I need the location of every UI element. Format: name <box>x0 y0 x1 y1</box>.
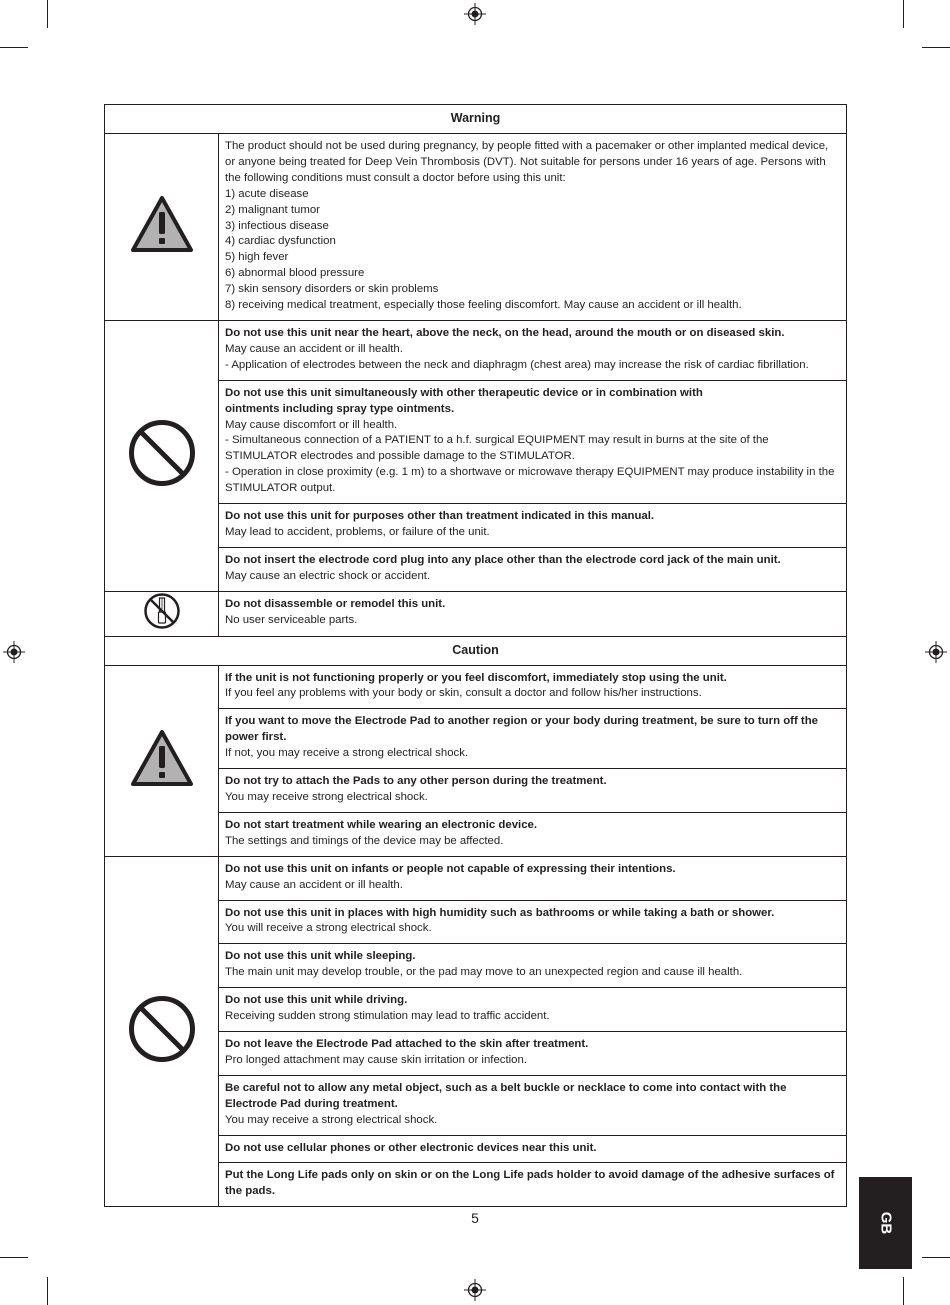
instruction-text: You will receive a strong electrical shock. <box>225 922 432 935</box>
instruction-heading: If you want to move the Electrode Pad to another region or your body during treatment, be sure to turn off the power first. <box>225 715 818 744</box>
instruction-heading: Put the Long Life pads only on skin or on the Long Life pads holder to avoid damage of the adhesive surfaces of the pads. <box>225 1169 835 1198</box>
registration-mark-icon <box>3 641 25 663</box>
instruction-heading: Do not insert the electrode cord plug into any place other than the electrode cord jack of the main unit. <box>225 553 781 566</box>
instruction-text: You may receive a strong electrical shock. <box>225 1113 438 1126</box>
instruction-text: May cause an accident or ill health. <box>225 342 403 355</box>
instruction-text: No user serviceable parts. <box>225 613 358 626</box>
instruction-heading: Do not start treatment while wearing an electronic device. <box>225 818 538 831</box>
instruction-cell <box>219 944 847 988</box>
instruction-text: The settings and timings of the device may be affected. <box>225 834 504 847</box>
instruction-cell <box>219 1075 847 1135</box>
instruction-text: 7) skin sensory disorders or skin problems <box>225 283 439 296</box>
no-disassembly-icon <box>143 592 181 630</box>
icon-cell <box>105 856 219 1207</box>
instruction-cell <box>219 812 847 856</box>
instruction-cell <box>219 134 847 321</box>
instruction-cell <box>219 380 847 503</box>
instruction-cell <box>219 856 847 900</box>
instruction-heading: Do not use cellular phones or other electronic devices near this unit. <box>225 1141 597 1154</box>
instruction-cell <box>219 1031 847 1075</box>
language-tab-label: GB <box>877 1211 894 1235</box>
instruction-cell <box>219 1135 847 1163</box>
instruction-heading: Do not leave the Electrode Pad attached to the skin after treatment. <box>225 1037 589 1050</box>
instruction-cell <box>219 988 847 1032</box>
instruction-text: 4) cardiac dysfunction <box>225 235 336 248</box>
instruction-heading: Do not use this unit simultaneously with other therapeutic device or in combination with <box>225 386 703 399</box>
warning-triangle-icon <box>130 729 194 787</box>
instruction-text: You may receive strong electrical shock. <box>225 791 428 803</box>
instruction-cell <box>219 591 847 636</box>
safety-table-body <box>105 105 847 1207</box>
warning-triangle-icon <box>130 195 194 253</box>
prohibition-icon <box>128 419 196 487</box>
icon-cell <box>105 320 219 591</box>
instruction-text: - Operation in close proximity (e.g. 1 m) to a shortwave or microwave therapy EQUIPMENT may produce instability in the STIMULATOR output. <box>225 466 835 495</box>
instruction-heading: ointments including spray type ointments. <box>225 402 455 415</box>
table-row <box>105 856 847 900</box>
instruction-heading: Do not use this unit while sleeping. <box>225 950 416 963</box>
instruction-heading: Do not use this unit in places with high humidity such as bathrooms or while taking a bath or shower. <box>225 906 775 919</box>
instruction-text: If not, you may receive a strong electrical shock. <box>225 747 469 760</box>
instruction-cell <box>219 547 847 591</box>
icon-cell <box>105 134 219 321</box>
crop-mark <box>903 1277 904 1305</box>
crop-mark <box>0 1257 28 1258</box>
instruction-cell <box>219 665 847 709</box>
instruction-text: May cause an accident or ill health. <box>225 878 403 891</box>
instruction-text: - Simultaneous connection of a PATIENT to a h.f. surgical EQUIPMENT may result in burns at the site of the STIMULATOR electrodes and possible damage to the STIMULATOR. <box>225 434 769 463</box>
instruction-text: Receiving sudden strong stimulation may lead to traffic accident. <box>225 1010 550 1023</box>
instruction-heading: Do not use this unit near the heart, above the neck, on the head, around the mouth or on diseased skin. <box>225 326 785 339</box>
crop-mark <box>0 47 28 48</box>
table-row <box>105 320 847 380</box>
crop-mark <box>47 1277 48 1305</box>
instruction-text: The product should not be used during pregnancy, by people fitted with a pacemaker or other implanted medical device, or anyone being treated for Deep Vein Thrombosis (DVT). Not suitable for persons under 16 years of age. Persons with the following conditions must consult a doctor before using this unit: <box>225 140 829 184</box>
instruction-heading: Do not use this unit for purposes other than treatment indicated in this manual. <box>225 510 655 523</box>
instruction-heading: Do not disassemble or remodel this unit. <box>225 597 446 610</box>
table-row <box>105 591 847 636</box>
registration-mark-icon <box>464 1279 486 1301</box>
safety-table <box>104 104 847 1207</box>
caution-heading: Caution <box>105 636 847 665</box>
table-row <box>105 665 847 709</box>
registration-mark-icon <box>925 641 947 663</box>
instruction-cell <box>219 900 847 944</box>
page-number: 5 <box>471 1210 479 1226</box>
instruction-text: 3) infectious disease <box>225 219 329 232</box>
instruction-cell <box>219 504 847 548</box>
table-row <box>105 134 847 321</box>
instruction-heading: Do not use this unit on infants or people not capable of expressing their intentions. <box>225 862 676 875</box>
instruction-text: - Application of electrodes between the neck and diaphragm (chest area) may increase the risk of cardiac fibrillation. <box>225 358 809 371</box>
instruction-text: 1) acute disease <box>225 187 309 200</box>
crop-mark <box>903 0 904 28</box>
icon-cell <box>105 665 219 856</box>
crop-mark <box>47 0 48 28</box>
instruction-text: May lead to accident, problems, or failure of the unit. <box>225 525 490 538</box>
warning-heading: Warning <box>105 105 847 134</box>
warning-header-row <box>105 105 847 134</box>
instruction-text: May cause an electric shock or accident. <box>225 569 431 582</box>
instruction-text: If you feel any problems with your body or skin, consult a doctor and follow his/her instructions. <box>225 687 702 700</box>
instruction-text: 8) receiving medical treatment, especially those feeling discomfort. May cause an accident or ill health. <box>225 299 742 312</box>
prohibition-icon <box>128 995 196 1063</box>
instruction-cell <box>219 320 847 380</box>
instruction-cell <box>219 709 847 769</box>
instruction-text: May cause discomfort or ill health. <box>225 418 398 431</box>
instruction-cell <box>219 769 847 813</box>
language-tab <box>859 1177 912 1269</box>
instruction-heading: Do not try to attach the Pads to any other person during the treatment. <box>225 775 607 788</box>
instruction-text: 2) malignant tumor <box>225 203 320 216</box>
instruction-text: The main unit may develop trouble, or the pad may move to an unexpected region and cause ill health. <box>225 966 743 979</box>
instruction-text: Pro longed attachment may cause skin irritation or infection. <box>225 1053 528 1066</box>
instruction-text: 5) high fever <box>225 251 289 264</box>
crop-mark <box>922 1257 950 1258</box>
crop-mark <box>922 47 950 48</box>
instruction-heading: Be careful not to allow any metal object, such as a belt buckle or necklace to come into contact with the Electrode Pad during treatment. <box>225 1081 787 1110</box>
registration-mark-icon <box>464 3 486 25</box>
instruction-text: 6) abnormal blood pressure <box>225 267 365 280</box>
icon-cell <box>105 591 219 636</box>
instruction-heading: Do not use this unit while driving. <box>225 994 408 1007</box>
caution-header-row <box>105 636 847 665</box>
instruction-heading: If the unit is not functioning properly or you feel discomfort, immediately stop using the unit. <box>225 671 727 684</box>
instruction-cell <box>219 1163 847 1207</box>
